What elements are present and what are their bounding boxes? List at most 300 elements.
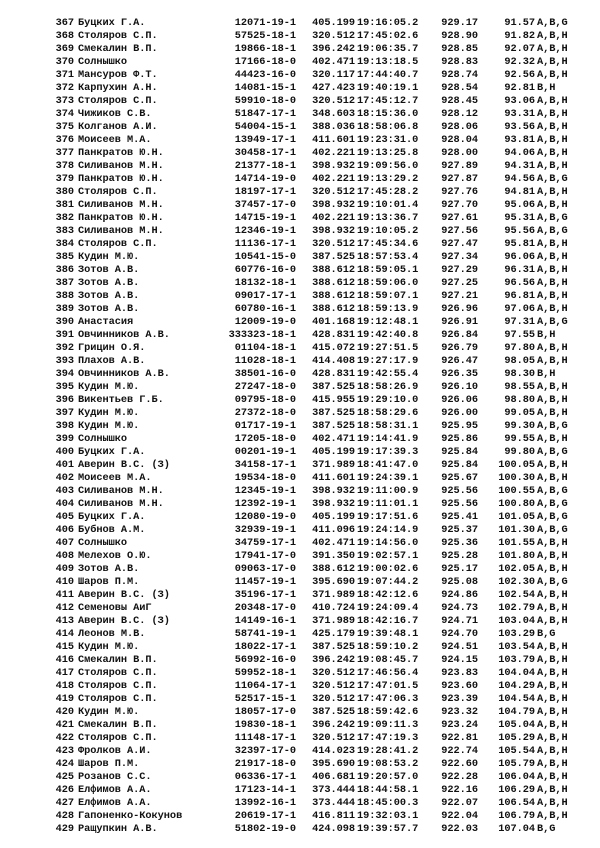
arrival-time: 19:27:17.9 — [357, 355, 419, 367]
arrival-time: 18:58:31.1 — [357, 420, 419, 432]
place-number: 373 — [55, 95, 74, 107]
ring-number: 32939-19-1 — [234, 524, 296, 536]
percent-value: 106.04 — [498, 771, 535, 783]
arrival-time: 17:45:12.7 — [357, 95, 419, 107]
ring-number: 57525-18-1 — [234, 30, 296, 42]
speed-value: 926.79 — [441, 342, 478, 354]
fancier-name: Смекалин В.П. — [78, 719, 158, 731]
percent-value: 100.30 — [498, 472, 535, 484]
table-row — [50, 147, 590, 160]
place-number: 425 — [55, 771, 74, 783]
percent-value: 93.31 — [504, 108, 535, 120]
speed-value: 928.06 — [441, 121, 478, 133]
distance-km: 391.350 — [312, 550, 355, 562]
arrival-time: 19:16:05.2 — [357, 17, 419, 29]
table-row — [50, 576, 590, 589]
speed-value: 927.25 — [441, 277, 478, 289]
fancier-name: Столяров С.П. — [78, 238, 158, 250]
place-number: 403 — [55, 485, 74, 497]
arrival-time: 19:00:02.6 — [357, 563, 419, 575]
arrival-time: 18:58:06.8 — [357, 121, 419, 133]
categories-value: A,B,H — [537, 264, 568, 276]
arrival-time: 19:11:01.1 — [357, 498, 419, 510]
table-row — [50, 121, 590, 134]
arrival-time: 19:13:25.8 — [357, 147, 419, 159]
ring-number: 09017-17-1 — [234, 290, 296, 302]
distance-km: 388.612 — [312, 277, 355, 289]
table-row — [50, 680, 590, 693]
ring-number: 10541-15-0 — [234, 251, 296, 263]
categories-value: B,G — [537, 628, 556, 640]
fancier-name: Грицин О.Я. — [78, 342, 146, 354]
ring-number: 60776-16-0 — [234, 264, 296, 276]
place-number: 417 — [55, 667, 74, 679]
percent-value: 105.04 — [498, 719, 535, 731]
percent-value: 93.56 — [504, 121, 535, 133]
ring-number: 12345-19-1 — [234, 485, 296, 497]
distance-km: 414.023 — [312, 745, 355, 757]
table-row — [50, 446, 590, 459]
place-number: 380 — [55, 186, 74, 198]
table-row — [50, 706, 590, 719]
ring-number: 37457-17-0 — [234, 199, 296, 211]
arrival-time: 19:13:36.7 — [357, 212, 419, 224]
arrival-time: 18:58:29.6 — [357, 407, 419, 419]
percent-value: 95.06 — [504, 199, 535, 211]
ring-number: 12009-19-0 — [234, 316, 296, 328]
distance-km: 395.690 — [312, 576, 355, 588]
place-number: 410 — [55, 576, 74, 588]
arrival-time: 19:32:03.1 — [357, 810, 419, 822]
table-row — [50, 511, 590, 524]
distance-km: 373.444 — [312, 797, 355, 809]
table-row — [50, 251, 590, 264]
ring-number: 13949-17-1 — [234, 134, 296, 146]
speed-value: 927.29 — [441, 264, 478, 276]
speed-value: 924.71 — [441, 615, 478, 627]
percent-value: 92.32 — [504, 56, 535, 68]
distance-km: 411.096 — [312, 524, 355, 536]
place-number: 400 — [55, 446, 74, 458]
table-row — [50, 264, 590, 277]
table-row — [50, 628, 590, 641]
table-row — [50, 173, 590, 186]
categories-value: A,B,H — [537, 537, 568, 549]
ring-number: 01104-18-1 — [234, 342, 296, 354]
categories-value: A,B,H — [537, 563, 568, 575]
fancier-name: Овчинников А.В. — [78, 368, 170, 380]
place-number: 395 — [55, 381, 74, 393]
speed-value: 925.37 — [441, 524, 478, 536]
percent-value: 103.29 — [498, 628, 535, 640]
distance-km: 388.036 — [312, 121, 355, 133]
speed-value: 928.04 — [441, 134, 478, 146]
table-row — [50, 420, 590, 433]
place-number: 392 — [55, 342, 74, 354]
distance-km: 415.072 — [312, 342, 355, 354]
speed-value: 926.84 — [441, 329, 478, 341]
fancier-name: Буцких Г.А. — [78, 17, 146, 29]
ring-number: 27247-18-0 — [234, 381, 296, 393]
table-row — [50, 30, 590, 43]
percent-value: 93.81 — [504, 134, 535, 146]
place-number: 383 — [55, 225, 74, 237]
percent-value: 99.05 — [504, 407, 535, 419]
percent-value: 92.81 — [504, 82, 535, 94]
table-row — [50, 407, 590, 420]
distance-km: 320.512 — [312, 680, 355, 692]
distance-km: 388.612 — [312, 563, 355, 575]
percent-value: 103.04 — [498, 615, 535, 627]
arrival-time: 19:39:48.1 — [357, 628, 419, 640]
distance-km: 411.601 — [312, 472, 355, 484]
categories-value: A,B,H — [537, 693, 568, 705]
fancier-name: Панкратов Ю.Н. — [78, 147, 164, 159]
fancier-name: Аверин В.С. (З) — [78, 615, 170, 627]
table-row — [50, 303, 590, 316]
arrival-time: 19:17:51.6 — [357, 511, 419, 523]
fancier-name: Аверин В.С. (З) — [78, 589, 170, 601]
distance-km: 396.242 — [312, 719, 355, 731]
distance-km: 402.221 — [312, 173, 355, 185]
ring-number: 17941-17-0 — [234, 550, 296, 562]
percent-value: 104.04 — [498, 667, 535, 679]
categories-value: A,B,H — [537, 160, 568, 172]
categories-value: A,B,H — [537, 199, 568, 211]
fancier-name: Столяров С.П. — [78, 732, 158, 744]
distance-km: 401.168 — [312, 316, 355, 328]
arrival-time: 19:39:57.7 — [357, 823, 419, 835]
table-row — [50, 186, 590, 199]
percent-value: 99.30 — [504, 420, 535, 432]
percent-value: 91.57 — [504, 17, 535, 29]
table-row — [50, 199, 590, 212]
ring-number: 19830-18-1 — [234, 719, 296, 731]
fancier-name: Столяров С.П. — [78, 693, 158, 705]
distance-km: 371.989 — [312, 589, 355, 601]
distance-km: 416.811 — [312, 810, 355, 822]
speed-value: 929.17 — [441, 17, 478, 29]
categories-value: A,B,H — [537, 667, 568, 679]
ring-number: 18197-17-1 — [234, 186, 296, 198]
categories-value: A,B,H — [537, 238, 568, 250]
distance-km: 320.512 — [312, 30, 355, 42]
ring-number: 14149-16-1 — [234, 615, 296, 627]
place-number: 388 — [55, 290, 74, 302]
percent-value: 101.55 — [498, 537, 535, 549]
categories-value: A,B,G — [537, 173, 568, 185]
categories-value: A,B,H — [537, 784, 568, 796]
place-number: 419 — [55, 693, 74, 705]
ring-number: 21917-18-0 — [234, 758, 296, 770]
categories-value: A,B,H — [537, 433, 568, 445]
table-row — [50, 654, 590, 667]
place-number: 381 — [55, 199, 74, 211]
categories-value: A,B,H — [537, 134, 568, 146]
percent-value: 104.54 — [498, 693, 535, 705]
categories-value: A,B,H — [537, 95, 568, 107]
ring-number: 51802-19-0 — [234, 823, 296, 835]
categories-value: A,B,G — [537, 485, 568, 497]
percent-value: 94.56 — [504, 173, 535, 185]
speed-value: 923.24 — [441, 719, 478, 731]
categories-value: A,B,H — [537, 277, 568, 289]
speed-value: 922.28 — [441, 771, 478, 783]
ring-number: 60780-16-1 — [234, 303, 296, 315]
speed-value: 927.76 — [441, 186, 478, 198]
ring-number: 11028-18-1 — [234, 355, 296, 367]
categories-value: A,B,H — [537, 407, 568, 419]
categories-value: A,B,H — [537, 732, 568, 744]
place-number: 370 — [55, 56, 74, 68]
speed-value: 927.89 — [441, 160, 478, 172]
distance-km: 402.471 — [312, 56, 355, 68]
speed-value: 926.00 — [441, 407, 478, 419]
categories-value: A,B,G — [537, 212, 568, 224]
fancier-name: Шаров П.М. — [78, 758, 140, 770]
speed-value: 925.84 — [441, 459, 478, 471]
ring-number: 18132-18-1 — [234, 277, 296, 289]
distance-km: 371.989 — [312, 615, 355, 627]
percent-value: 105.79 — [498, 758, 535, 770]
fancier-name: Солнышко — [78, 56, 128, 68]
results-list — [50, 17, 590, 836]
speed-value: 928.00 — [441, 147, 478, 159]
percent-value: 92.56 — [504, 69, 535, 81]
fancier-name: Елфимов А.А. — [78, 797, 152, 809]
place-number: 377 — [55, 147, 74, 159]
place-number: 415 — [55, 641, 74, 653]
speed-value: 922.03 — [441, 823, 478, 835]
distance-km: 410.724 — [312, 602, 355, 614]
fancier-name: Мансуров Ф.Т. — [78, 69, 158, 81]
percent-value: 104.29 — [498, 680, 535, 692]
arrival-time: 19:08:53.2 — [357, 758, 419, 770]
table-row — [50, 134, 590, 147]
table-row — [50, 277, 590, 290]
categories-value: A,B,H — [537, 550, 568, 562]
speed-value: 925.95 — [441, 420, 478, 432]
place-number: 408 — [55, 550, 74, 562]
arrival-time: 19:10:01.4 — [357, 199, 419, 211]
percent-value: 106.29 — [498, 784, 535, 796]
percent-value: 102.79 — [498, 602, 535, 614]
fancier-name: Фролков А.И. — [78, 745, 152, 757]
categories-value: A,B,H — [537, 810, 568, 822]
percent-value: 94.81 — [504, 186, 535, 198]
ring-number: 59910-18-0 — [234, 95, 296, 107]
categories-value: A,B,H — [537, 706, 568, 718]
place-number: 420 — [55, 706, 74, 718]
distance-km: 320.512 — [312, 667, 355, 679]
percent-value: 97.31 — [504, 316, 535, 328]
place-number: 406 — [55, 524, 74, 536]
place-number: 412 — [55, 602, 74, 614]
categories-value: A,B,H — [537, 355, 568, 367]
place-number: 396 — [55, 394, 74, 406]
place-number: 411 — [55, 589, 74, 601]
table-row — [50, 823, 590, 836]
table-row — [50, 69, 590, 82]
arrival-time: 18:45:00.3 — [357, 797, 419, 809]
categories-value: A,B,H — [537, 719, 568, 731]
fancier-name: Леонов М.В. — [78, 628, 146, 640]
place-number: 391 — [55, 329, 74, 341]
ring-number: 09063-17-0 — [234, 563, 296, 575]
fancier-name: Кудин М.Ю. — [78, 381, 140, 393]
categories-value: B,G — [537, 823, 556, 835]
percent-value: 97.55 — [504, 329, 535, 341]
place-number: 382 — [55, 212, 74, 224]
speed-value: 928.85 — [441, 43, 478, 55]
percent-value: 95.81 — [504, 238, 535, 250]
place-number: 409 — [55, 563, 74, 575]
arrival-time: 19:42:55.4 — [357, 368, 419, 380]
speed-value: 924.70 — [441, 628, 478, 640]
place-number: 386 — [55, 264, 74, 276]
ring-number: 09795-18-0 — [234, 394, 296, 406]
fancier-name: Моисеев М.А. — [78, 134, 152, 146]
percent-value: 97.80 — [504, 342, 535, 354]
table-row — [50, 56, 590, 69]
percent-value: 98.80 — [504, 394, 535, 406]
table-row — [50, 316, 590, 329]
fancier-name: Мелехов О.Ю. — [78, 550, 152, 562]
categories-value: A,B,H — [537, 797, 568, 809]
ring-number: 20348-17-0 — [234, 602, 296, 614]
place-number: 390 — [55, 316, 74, 328]
fancier-name: Кудин М.Ю. — [78, 407, 140, 419]
ring-number: 12071-19-1 — [234, 17, 296, 29]
table-row — [50, 693, 590, 706]
arrival-time: 18:57:53.4 — [357, 251, 419, 263]
speed-value: 924.73 — [441, 602, 478, 614]
ring-number: 333323-18-1 — [228, 329, 296, 341]
table-row — [50, 667, 590, 680]
fancier-name: Ращупкин А.В. — [78, 823, 158, 835]
fancier-name: Зотов А.В. — [78, 264, 140, 276]
speed-value: 922.04 — [441, 810, 478, 822]
table-row — [50, 771, 590, 784]
table-row — [50, 602, 590, 615]
speed-value: 925.86 — [441, 433, 478, 445]
place-number: 371 — [55, 69, 74, 81]
percent-value: 95.31 — [504, 212, 535, 224]
arrival-time: 19:28:41.2 — [357, 745, 419, 757]
table-row — [50, 212, 590, 225]
percent-value: 94.06 — [504, 147, 535, 159]
place-number: 413 — [55, 615, 74, 627]
distance-km: 406.681 — [312, 771, 355, 783]
ring-number: 11136-17-1 — [234, 238, 296, 250]
table-row — [50, 563, 590, 576]
speed-value: 926.10 — [441, 381, 478, 393]
speed-value: 925.41 — [441, 511, 478, 523]
table-row — [50, 43, 590, 56]
distance-km: 405.199 — [312, 511, 355, 523]
speed-value: 928.45 — [441, 95, 478, 107]
categories-value: A,B,H — [537, 745, 568, 757]
table-row — [50, 797, 590, 810]
arrival-time: 18:42:16.7 — [357, 615, 419, 627]
speed-value: 925.56 — [441, 498, 478, 510]
categories-value: A,B,H — [537, 342, 568, 354]
place-number: 374 — [55, 108, 74, 120]
ring-number: 12080-19-0 — [234, 511, 296, 523]
percent-value: 96.56 — [504, 277, 535, 289]
ring-number: 18057-17-0 — [234, 706, 296, 718]
fancier-name: Кудин М.Ю. — [78, 251, 140, 263]
arrival-time: 19:14:41.9 — [357, 433, 419, 445]
ring-number: 06336-17-1 — [234, 771, 296, 783]
ring-number: 51847-17-1 — [234, 108, 296, 120]
table-row — [50, 810, 590, 823]
distance-km: 411.601 — [312, 134, 355, 146]
distance-km: 424.098 — [312, 823, 355, 835]
fancier-name: Кудин М.Ю. — [78, 706, 140, 718]
distance-km: 388.612 — [312, 290, 355, 302]
fancier-name: Столяров С.П. — [78, 186, 158, 198]
categories-value: A,B,H — [537, 121, 568, 133]
fancier-name: Солнышко — [78, 537, 128, 549]
categories-value: A,B,H — [537, 303, 568, 315]
fancier-name: Буцких Г.А. — [78, 511, 146, 523]
ring-number: 20619-17-1 — [234, 810, 296, 822]
table-row — [50, 472, 590, 485]
categories-value: A,B,H — [537, 472, 568, 484]
arrival-time: 19:20:57.0 — [357, 771, 419, 783]
categories-value: A,B,H — [537, 654, 568, 666]
place-number: 426 — [55, 784, 74, 796]
ring-number: 34759-17-1 — [234, 537, 296, 549]
arrival-time: 19:29:10.0 — [357, 394, 419, 406]
fancier-name: Аверин В.С. (З) — [78, 459, 170, 471]
distance-km: 425.179 — [312, 628, 355, 640]
speed-value: 927.70 — [441, 199, 478, 211]
categories-value: B,H — [537, 368, 556, 380]
fancier-name: Смекалин В.П. — [78, 43, 158, 55]
categories-value: A,B,H — [537, 394, 568, 406]
place-number: 416 — [55, 654, 74, 666]
place-number: 397 — [55, 407, 74, 419]
fancier-name: Буцких Г.А. — [78, 446, 146, 458]
ring-number: 17205-18-0 — [234, 433, 296, 445]
arrival-time: 18:58:26.9 — [357, 381, 419, 393]
arrival-time: 19:06:35.7 — [357, 43, 419, 55]
categories-value: A,B,G — [537, 511, 568, 523]
table-row — [50, 342, 590, 355]
table-row — [50, 17, 590, 30]
arrival-time: 19:40:19.1 — [357, 82, 419, 94]
speed-value: 922.07 — [441, 797, 478, 809]
table-row — [50, 160, 590, 173]
categories-value: A,B,H — [537, 147, 568, 159]
speed-value: 923.83 — [441, 667, 478, 679]
speed-value: 928.12 — [441, 108, 478, 120]
percent-value: 91.82 — [504, 30, 535, 42]
fancier-name: Силиванов М.Н. — [78, 498, 164, 510]
categories-value: A,B,G — [537, 524, 568, 536]
fancier-name: Солнышко — [78, 433, 128, 445]
place-number: 379 — [55, 173, 74, 185]
place-number: 421 — [55, 719, 74, 731]
distance-km: 320.512 — [312, 732, 355, 744]
categories-value: A,B,H — [537, 43, 568, 55]
speed-value: 927.61 — [441, 212, 478, 224]
categories-value: A,B,G — [537, 498, 568, 510]
distance-km: 387.525 — [312, 706, 355, 718]
distance-km: 398.932 — [312, 160, 355, 172]
